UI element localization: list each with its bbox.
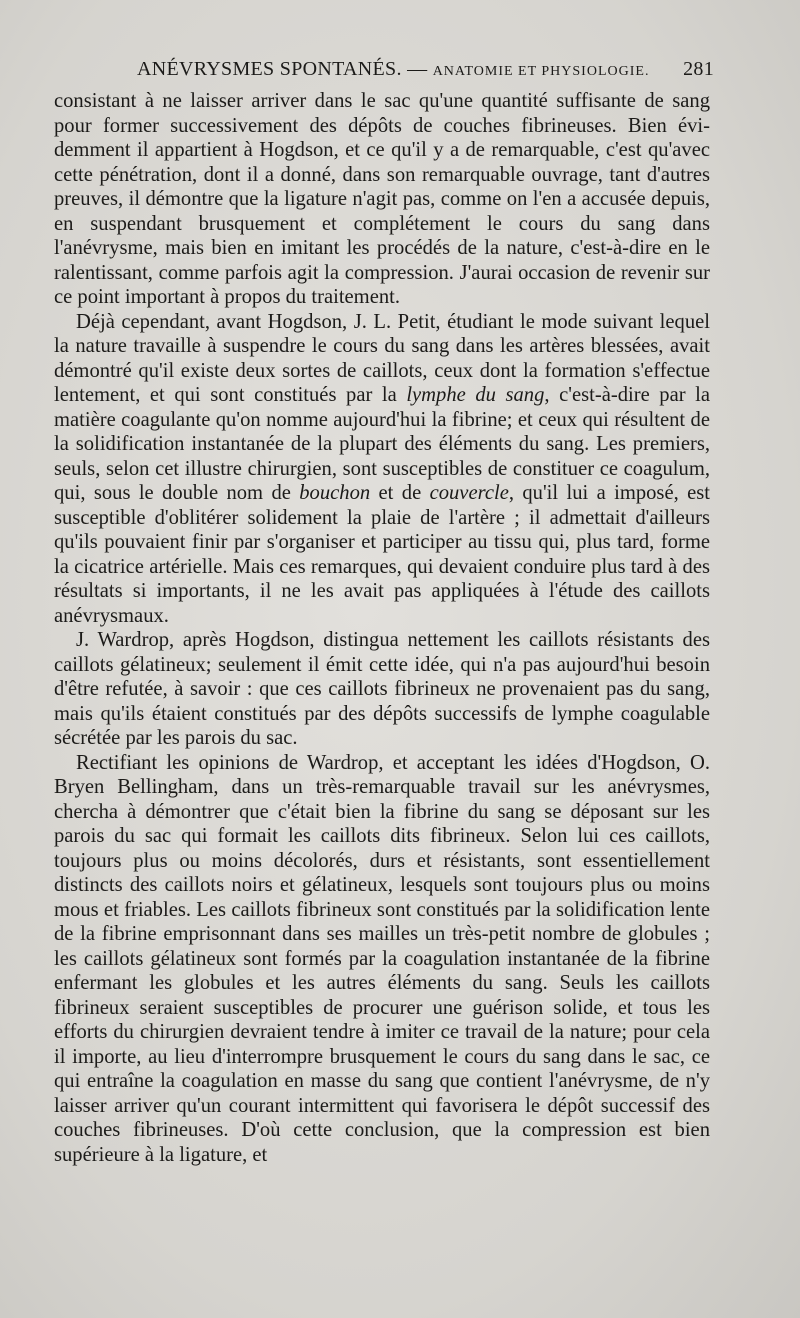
paragraph bbox=[54, 628, 710, 751]
paragraph bbox=[54, 751, 710, 1168]
page-number: 281 bbox=[683, 58, 714, 80]
text-run: , c'est-à-dire par la matière coagulante qu'on nomme aujourd'hui la fibrine; et ceux qui résultent de la solidification instantanée de la plupart des éléments du sang. Les premiers, seuls, selon cet illustre chirurgien, sont susceptibles de constituer ce coagulum, qui, sous le double nom de bbox=[54, 384, 710, 504]
paragraph bbox=[54, 89, 710, 310]
text-run: J. Wardrop, après Hogdson, distingua nettement les caillots résistants des caillots gélatineux; seulement il émit cette idée, qui n'a pas aujourd'hui besoin d'être refutée, à savoir : que ces caillots fibrineux ne provenaient pas du sang, mais qu'ils étaient constitués par des dépôts successifs de lymphe coagulable sécrétée par les parois du sac. bbox=[54, 629, 710, 749]
text-run: , qu'il lui a imposé, est susceptible d'oblitérer solidement la plaie de l'artère ; il admettait d'ailleurs qu'ils pouvaient finir par s'organiser et participer au tissu qui, plus tard, forme la cicatrice artérielle. Mais ces remarques, qui devaient conduire plus tard à des résultats si importants, il ne les avait pas appliquées à l'étude des caillots anévrysmaux. bbox=[54, 482, 710, 627]
text-run: Rectifiant les opinions de Wardrop, et acceptant les idées d'Hogdson, O. Bryen Bellingham, dans un très-remarquable travail sur les anévrysmes, chercha à démontrer que c'était bien la fibrine du sang se déposant sur les parois du sac qui formait les caillots dits fibrineux. Selon lui ces caillots, toujours plus ou moins décolorés, durs et résistants, sont essentiellement distincts des caillots noirs et gélatineux, lesquels sont toujours plus ou moins mous et friables. Les caillots fibrineux sont constitués par la solidification lente de la fibrine emprisonnant dans ses mailles un très-petit nombre de globules ; les caillots gélatineux sont formés par la coagulation instantanée de la fibrine enfermant les globules et les autres éléments du sang. Seuls les caillots fibrineux seraient susceptibles de procurer une guérison solide, et tous les efforts du chirurgien devraient tendre à imiter ce travail de la nature; pour cela il importe, au lieu d'interrompre brusquement le cours du sang dans le sac, ce qui entraîne la coagulation en masse du sang que contient l'anévrysme, de n'y laisser arriver qu'un courant intermittent qui favorisera le dépôt successif des couches fibrineuses. D'où cette conclusion, que la compression est bien supérieure à la ligature, et bbox=[54, 751, 710, 1166]
italic-term: bouchon bbox=[299, 482, 371, 504]
italic-term: couvercle bbox=[429, 482, 509, 504]
title-subtitle: ANATOMIE ET PHYSIOLOGIE. bbox=[432, 64, 650, 79]
italic-term: lymphe du sang bbox=[406, 384, 545, 406]
text-run: consistant à ne laisser arriver dans le sac qu'une quantité suffisante de sang pour former successivement des dépôts de couches fibrineuses. Bien évidemment il appartient à Hogdson, et ce qu'il y a de remarquable, c'est qu'avec cette pénétration, dont il a donné, dans son remarquable ouvrage, tant d'autres preuves, il démontre que la ligature n'agit pas, comme on l'en a accusée depuis, en suspendant brusquement et complétement le cours du sang dans l'anévrysme, mais bien en imitant les procédés de la nature, c'est-à-dire en le ralentissant, comme parfois agit la compression. J'aurai occasion de revenir sur ce point important à propos du traitement. bbox=[54, 90, 710, 308]
body-text bbox=[54, 89, 710, 1167]
text-run: Déjà cependant, avant Hogdson, J. L. Petit, étudiant le mode suivant lequel la nature travaille à suspendre le cours du sang dans les artères blessées, avait démontré qu'il existe deux sortes de caillots, ceux dont la formation s'effectue lentement, et qui sont constitués par la bbox=[54, 310, 710, 406]
paragraph bbox=[54, 310, 710, 629]
running-title bbox=[137, 58, 649, 81]
running-header bbox=[52, 58, 714, 84]
title-main: ANÉVRYSMES SPONTANÉS. bbox=[137, 58, 402, 80]
title-dash: — bbox=[407, 58, 428, 80]
text-run: et de bbox=[370, 482, 430, 504]
